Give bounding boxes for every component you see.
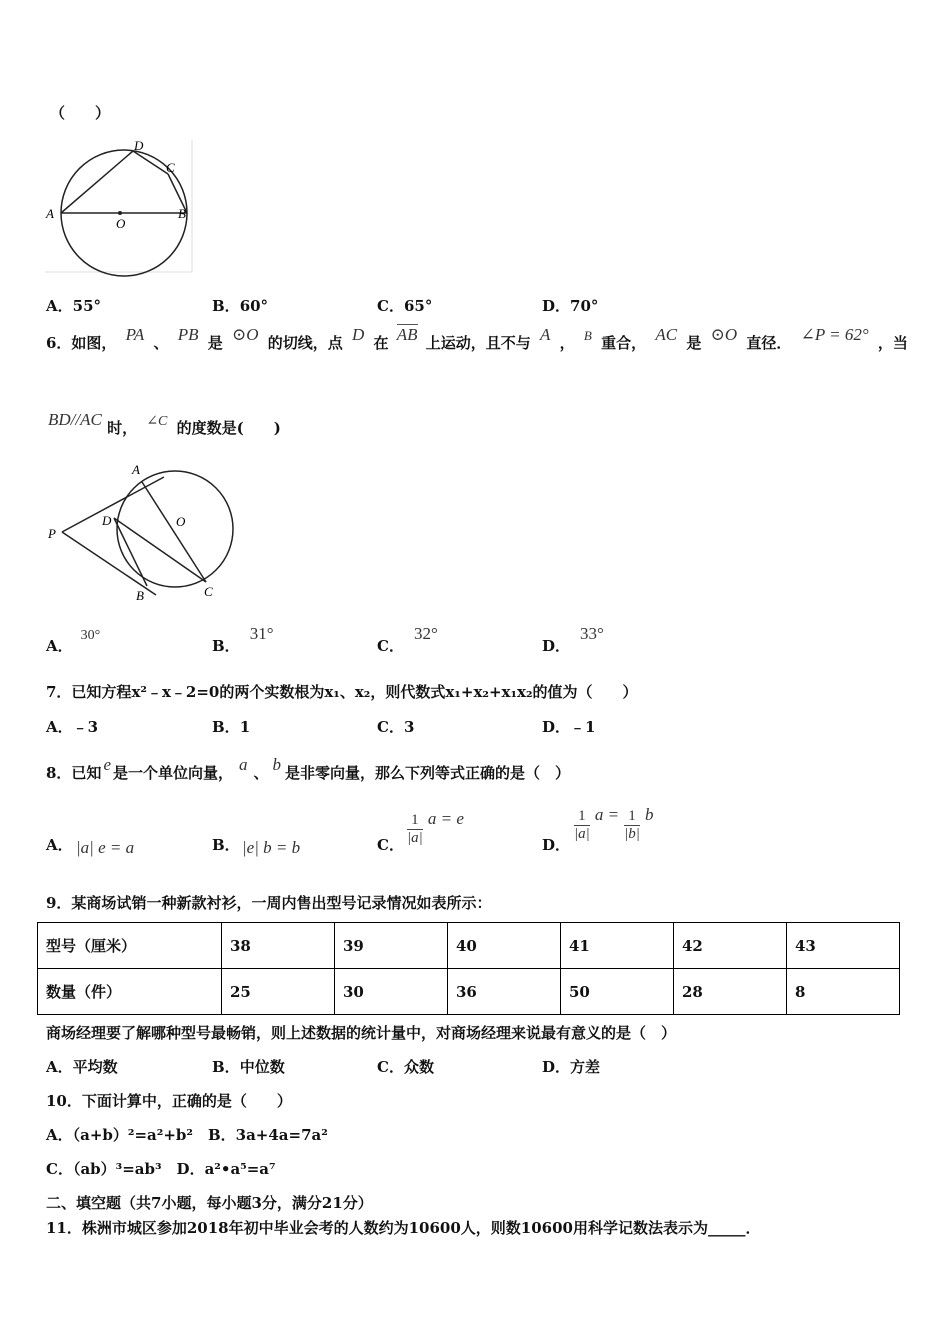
table-cell: 28 xyxy=(674,969,787,1015)
table-cell: 50 xyxy=(561,969,674,1015)
table-cell: 数量（件） xyxy=(38,969,222,1015)
q6-label-d: D xyxy=(102,513,112,528)
q10-options-cd: C．（ab）³=ab³ D．a²•a⁵=a⁷ xyxy=(46,1160,276,1178)
q5-center-dot xyxy=(118,211,122,215)
q6-label-b: B xyxy=(136,588,144,603)
q9-option-c: C．众数 xyxy=(377,1058,434,1076)
q6-stem-line2: BD//AC 时， ∠C 的度数是( ) xyxy=(48,410,281,437)
table-cell: 30 xyxy=(335,969,448,1015)
q8-option-a-expr: |a| e = a xyxy=(76,838,135,857)
q6-stem-line1: 6．如图， PA 、 PB 是 ⊙O 的切线，点 D 在 AB 上运动，且不与 A ， B 重合， AC 是 ⊙O 直径． ∠P = 62° ，当 xyxy=(46,325,908,352)
table-cell: 25 xyxy=(222,969,335,1015)
q6-label-p: P xyxy=(48,526,56,541)
table-cell: 38 xyxy=(222,923,335,969)
q6-option-d: D．33° xyxy=(542,624,604,655)
section-heading: 二、填空题（共7小题，每小题3分，满分21分） xyxy=(46,1194,373,1212)
q9-stem: 9．某商场试销一种新款衬衫，一周内售出型号记录情况如表所示： xyxy=(46,894,492,912)
q5-chord-ad xyxy=(61,151,133,213)
q7-option-d: D．﹣1 xyxy=(542,718,596,736)
q9-option-d: D．方差 xyxy=(542,1058,601,1076)
table-cell: 42 xyxy=(674,923,787,969)
q5-label-o: O xyxy=(116,216,126,231)
q5-label-d: D xyxy=(134,138,144,153)
q10-options-ab: A．（a+b）²=a²+b² B．3a+4a=7a² xyxy=(46,1126,328,1144)
table-cell: 40 xyxy=(448,923,561,969)
q5-option-d: D．70° xyxy=(542,297,599,315)
q5-label-c: C xyxy=(166,160,175,175)
q6-tangent-pb xyxy=(62,532,156,595)
q9-question: 商场经理要了解哪种型号最畅销，则上述数据的统计量中，对商场经理来说最有意义的是（ ） xyxy=(46,1024,677,1042)
q7-stem: 7．已知方程x²﹣x﹣2=0的两个实数根为x₁、x₂，则代数式x₁+x₂+x₁x₂的值为（ ） xyxy=(46,683,638,701)
q6-figure xyxy=(44,460,244,610)
q6-option-b: B．31° xyxy=(212,624,274,655)
table-cell: 36 xyxy=(448,969,561,1015)
q7-option-a: A．﹣3 xyxy=(46,718,99,736)
q6-chord-dc xyxy=(114,518,206,582)
q8-option-c-key: C． xyxy=(377,836,404,854)
q9-option-a: A．平均数 xyxy=(46,1058,118,1076)
table-cell: 8 xyxy=(787,969,900,1015)
q6-option-c: C．32° xyxy=(377,624,438,655)
q7-option-b: B．1 xyxy=(212,718,251,736)
q6-circle xyxy=(117,471,233,587)
q7-option-c: C．3 xyxy=(377,718,415,736)
q6-chord-db xyxy=(114,518,147,586)
q5-option-b: B．60° xyxy=(212,297,269,315)
q8-option-d-expr: $\frac{1}{|a|}$ a = $\frac{1}{|b|}$ b xyxy=(574,805,654,842)
q5-figure xyxy=(40,138,200,278)
table-cell: 型号（厘米） xyxy=(38,923,222,969)
q6-label-c: C xyxy=(204,584,213,599)
q6-tangent-pa xyxy=(62,477,164,532)
table-cell: 41 xyxy=(561,923,674,969)
q8-option-b-key: B． xyxy=(212,836,240,854)
q6-label-a: A xyxy=(132,462,140,477)
table-cell: 43 xyxy=(787,923,900,969)
table-row xyxy=(38,969,900,1015)
q6-label-o: O xyxy=(176,514,186,529)
table-row xyxy=(38,923,900,969)
q8-option-d-key: D． xyxy=(542,836,571,854)
q8-stem: 8．已知 e 是一个单位向量， a 、 b 是非零向量，那么下列等式正确的是（ ） xyxy=(46,755,571,782)
q5-label-a: A xyxy=(46,206,54,221)
q11-stem: 11．株洲市城区参加2018年初中毕业会考的人数约为10600人，则数10600用科学记数法表示为_____． xyxy=(46,1219,761,1237)
q6-option-a: A．30° xyxy=(46,628,101,655)
q10-stem: 10．下面计算中，正确的是（ ） xyxy=(46,1092,292,1110)
table-cell: 39 xyxy=(335,923,448,969)
q5-label-b: B xyxy=(178,206,186,221)
q5-paren: （ ） xyxy=(50,104,111,122)
q9-option-b: B．中位数 xyxy=(212,1058,285,1076)
q6-diameter-ac xyxy=(142,482,206,582)
q8-option-a-key: A． xyxy=(46,836,73,854)
size-sales-table xyxy=(37,922,900,1015)
q5-option-a: A．55° xyxy=(46,297,102,315)
q5-option-c: C．65° xyxy=(377,297,433,315)
q8-option-c-expr: $\frac{1}{|a|}$ a = e xyxy=(407,809,464,846)
q8-option-b-expr: |e| b = b xyxy=(242,838,301,857)
